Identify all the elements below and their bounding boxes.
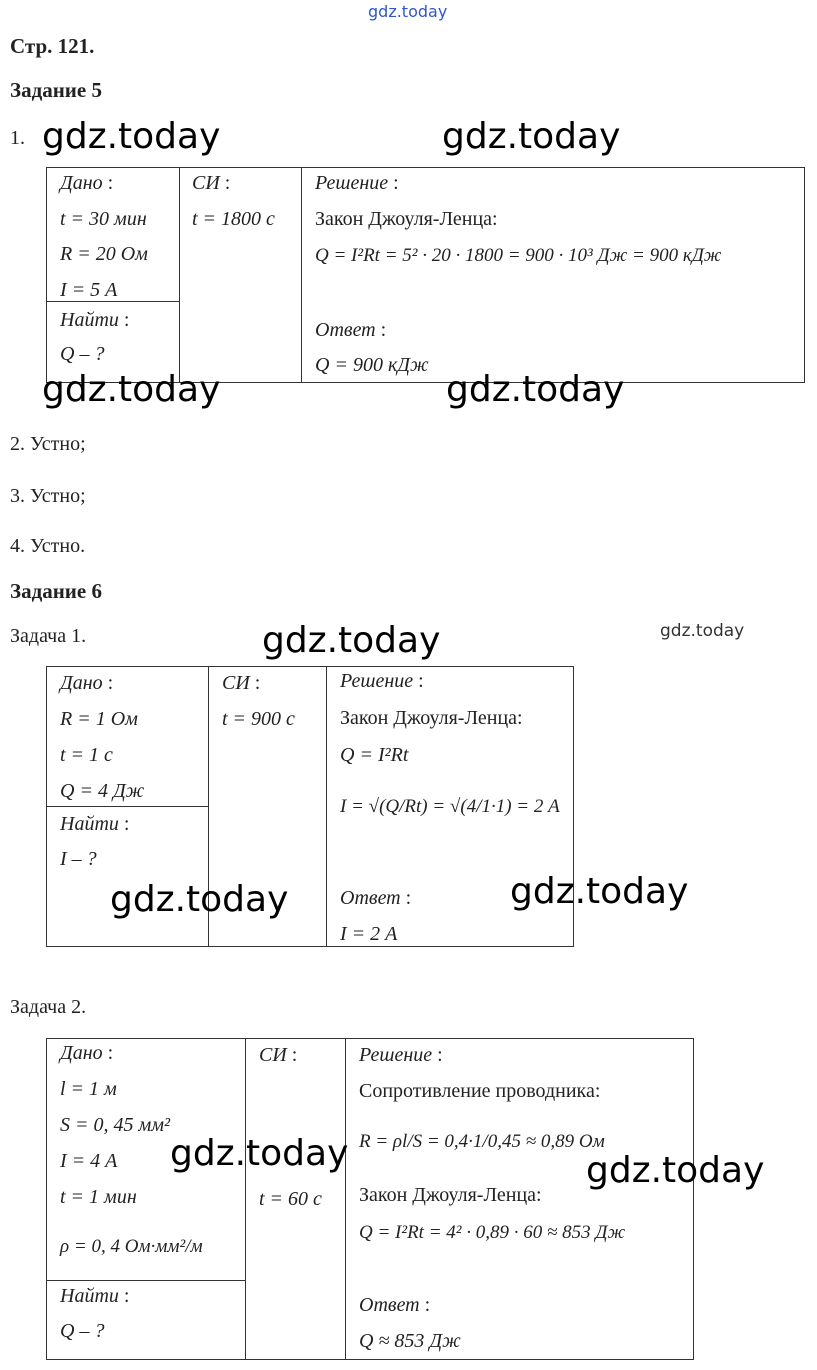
find-header: Найти : [60,813,130,835]
answer-header: Ответ : [340,887,412,909]
watermark: gdz.today [660,621,745,641]
solution-header: Решение : [315,172,399,194]
find-header: Найти : [60,309,130,331]
given-line: l = 1 м [60,1078,117,1100]
si-line: t = 60 с [259,1188,322,1210]
given-line: R = 1 Ом [60,708,138,730]
watermark-top: gdz.today [368,2,448,21]
oral-answer: 4. Устно. [10,535,86,557]
watermark: gdz.today [446,369,625,410]
table-divider [46,806,208,807]
oral-answer: 2. Устно; [10,433,86,455]
solution-line: Закон Джоуля-Ленца: [340,707,523,729]
given-line: ρ = 0, 4 Ом·мм²/м [60,1236,203,1257]
watermark: gdz.today [510,871,689,912]
page-title: Стр. 121. [10,34,95,58]
si-header: СИ : [259,1044,298,1066]
answer-header: Ответ : [359,1294,431,1316]
oral-answer: 3. Устно; [10,485,86,507]
watermark: gdz.today [586,1150,765,1191]
solution-formula: R = ρl/S = 0,4·1/0,45 ≈ 0,89 Ом [359,1131,605,1152]
find-line: Q – ? [60,1320,105,1342]
solution-header: Решение : [340,670,424,692]
table-divider [301,167,302,383]
table-divider [46,1280,245,1281]
given-header: Дано : [60,172,114,194]
task5-title: Задание 5 [10,78,102,102]
si-header: СИ : [192,172,231,194]
given-line: S = 0, 45 мм² [60,1114,171,1136]
solution-line: Закон Джоуля-Ленца: [359,1184,542,1206]
task5-item-number: 1. [10,127,25,149]
watermark: gdz.today [442,116,621,157]
problem2-title: Задача 2. [10,996,87,1018]
watermark: gdz.today [262,620,441,661]
solution-formula: Q = I²Rt [340,744,409,766]
table-divider [326,666,327,947]
find-header: Найти : [60,1285,130,1307]
given-header: Дано : [60,1042,114,1064]
solution-header: Решение : [359,1044,443,1066]
task6-title: Задание 6 [10,579,102,603]
given-line: t = 1 мин [60,1186,137,1208]
watermark: gdz.today [42,369,221,410]
watermark: gdz.today [42,116,221,157]
solution-line: Сопротивление проводника: [359,1080,601,1102]
given-line: Q = 4 Дж [60,780,145,802]
solution-formula: Q = I²Rt = 5² · 20 · 1800 = 900 · 10³ Дж = 900 кДж [315,245,722,266]
si-line: t = 900 с [222,708,295,730]
problem1-title: Задача 1. [10,625,87,647]
solution-formula: I = √(Q/Rt) = √(4/1·1) = 2 А [340,796,560,817]
si-line: t = 1800 с [192,208,275,230]
table-divider [179,167,180,383]
given-line: t = 1 с [60,744,113,766]
answer-line: I = 2 А [340,923,398,945]
watermark: gdz.today [170,1133,349,1174]
given-header: Дано : [60,672,114,694]
given-line: I = 4 А [60,1150,118,1172]
task5-table [46,167,805,383]
find-line: I – ? [60,848,97,870]
answer-line: Q ≈ 853 Дж [359,1330,461,1352]
answer-line: Q = 900 кДж [315,354,429,376]
watermark: gdz.today [110,879,289,920]
solution-line: Закон Джоуля-Ленца: [315,208,498,230]
answer-header: Ответ : [315,319,387,341]
table-divider [245,1038,246,1360]
solution-formula: Q = I²Rt = 4² · 0,89 · 60 ≈ 853 Дж [359,1222,626,1243]
given-line: I = 5 А [60,279,118,301]
find-line: Q – ? [60,343,105,365]
given-line: t = 30 мин [60,208,147,230]
si-header: СИ : [222,672,261,694]
given-line: R = 20 Ом [60,243,148,265]
table-divider [345,1038,346,1360]
